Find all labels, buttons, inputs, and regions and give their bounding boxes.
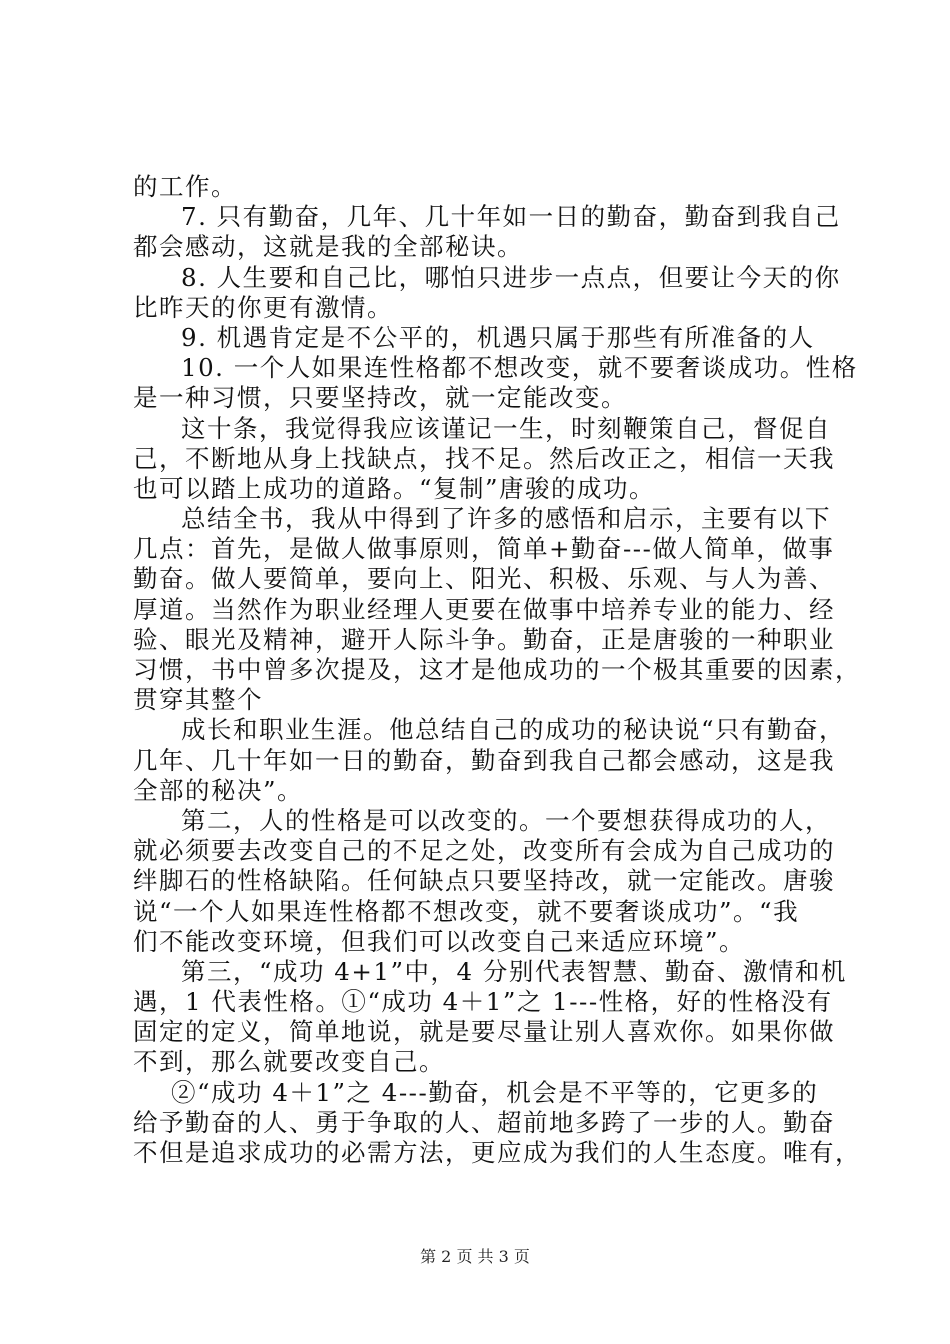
list-item-10: 10. 一个人如果连性格都不想改变，就不要奢谈成功。性格 xyxy=(181,353,858,383)
text-line: 几点：首先，是做人做事原则，简单+勤奋---做人简单，做事 xyxy=(133,534,835,564)
text-line: 的工作。 xyxy=(133,172,237,201)
text-line: 全部的秘决”。 xyxy=(133,775,304,805)
text-line: 绊脚石的性格缺陷。任何缺点只要坚持改，就一定能改。唐骏 xyxy=(133,866,835,896)
text-line: 勤奋。做人要简单，要向上、阳光、积极、乐观、与人为善、 xyxy=(133,564,835,594)
text-line: 习惯，书中曾多次提及，这才是他成功的一个极其重要的因素， xyxy=(133,655,861,684)
list-item-8: 8. 人生要和自己比，哪怕只进步一点点，但要让今天的你 xyxy=(181,262,841,292)
list-item-7: 7. 只有勤奋，几年、几十年如一日的勤奋，勤奋到我自己 xyxy=(181,202,841,232)
paragraph-start: 第三，“成功 4+1”中，4 分别代表智慧、勤奋、激情和机 xyxy=(181,956,847,986)
text-line: 贯穿其整个 xyxy=(133,685,263,715)
text-line: 遇，1 代表性格。①“成功 4＋1”之 1---性格，好的性格没有 xyxy=(133,987,833,1017)
list-item-9: 9. 机遇肯定是不公平的，机遇只属于那些有所准备的人 xyxy=(181,322,815,352)
text-line: 是一种习惯，只要坚持改，就一定能改变。 xyxy=(133,383,627,413)
text-line: 就必须要去改变自己的不足之处，改变所有会成为自己成功的 xyxy=(133,836,835,866)
paragraph-start: ②“成功 4＋1”之 4---勤奋，机会是不平等的，它更多的 xyxy=(171,1077,819,1107)
text-line: 都会感动，这就是我的全部秘诀。 xyxy=(133,232,523,262)
paragraph-start: 成长和职业生涯。他总结自己的成功的秘诀说“只有勤奋， xyxy=(181,715,846,745)
paragraph-start: 第二，人的性格是可以改变的。一个要想获得成功的人， xyxy=(181,805,831,835)
text-line: 们不能改变环境，但我们可以改变自己来适应环境”。 xyxy=(133,926,746,956)
text-line: 不到，那么就要改变自己。 xyxy=(133,1047,445,1077)
paragraph-start: 这十条，我觉得我应该谨记一生，时刻鞭策自己，督促自 xyxy=(181,413,831,443)
text-line: 厚道。当然作为职业经理人更要在做事中培养专业的能力、经 xyxy=(133,594,835,624)
text-line: 己，不断地从身上找缺点，找不足。然后改正之，相信一天我 xyxy=(133,443,835,473)
text-line: 也可以踏上成功的道路。“复制”唐骏的成功。 xyxy=(133,473,656,503)
text-line: 验、眼光及精神，避开人际斗争。勤奋，正是唐骏的一种职业 xyxy=(133,624,835,654)
document-body xyxy=(133,172,861,1168)
paragraph-start: 总结全书，我从中得到了许多的感悟和启示，主要有以下 xyxy=(181,504,831,534)
text-line: 不但是追求成功的必需方法，更应成为我们的人生态度。唯有， xyxy=(133,1138,861,1167)
text-line: 固定的定义，简单地说，就是要尽量让别人喜欢你。如果你做 xyxy=(133,1017,835,1047)
text-line: 说“一个人如果连性格都不想改变，就不要奢谈成功”。“我 xyxy=(133,896,800,926)
text-line: 给予勤奋的人、勇于争取的人、超前地多跨了一步的人。勤奋 xyxy=(133,1107,835,1137)
text-line: 比昨天的你更有激情。 xyxy=(133,292,393,322)
text-line: 几年、几十年如一日的勤奋，勤奋到我自己都会感动，这是我 xyxy=(133,745,835,775)
page-footer: 第 2 页 共 3 页 xyxy=(420,1247,530,1266)
